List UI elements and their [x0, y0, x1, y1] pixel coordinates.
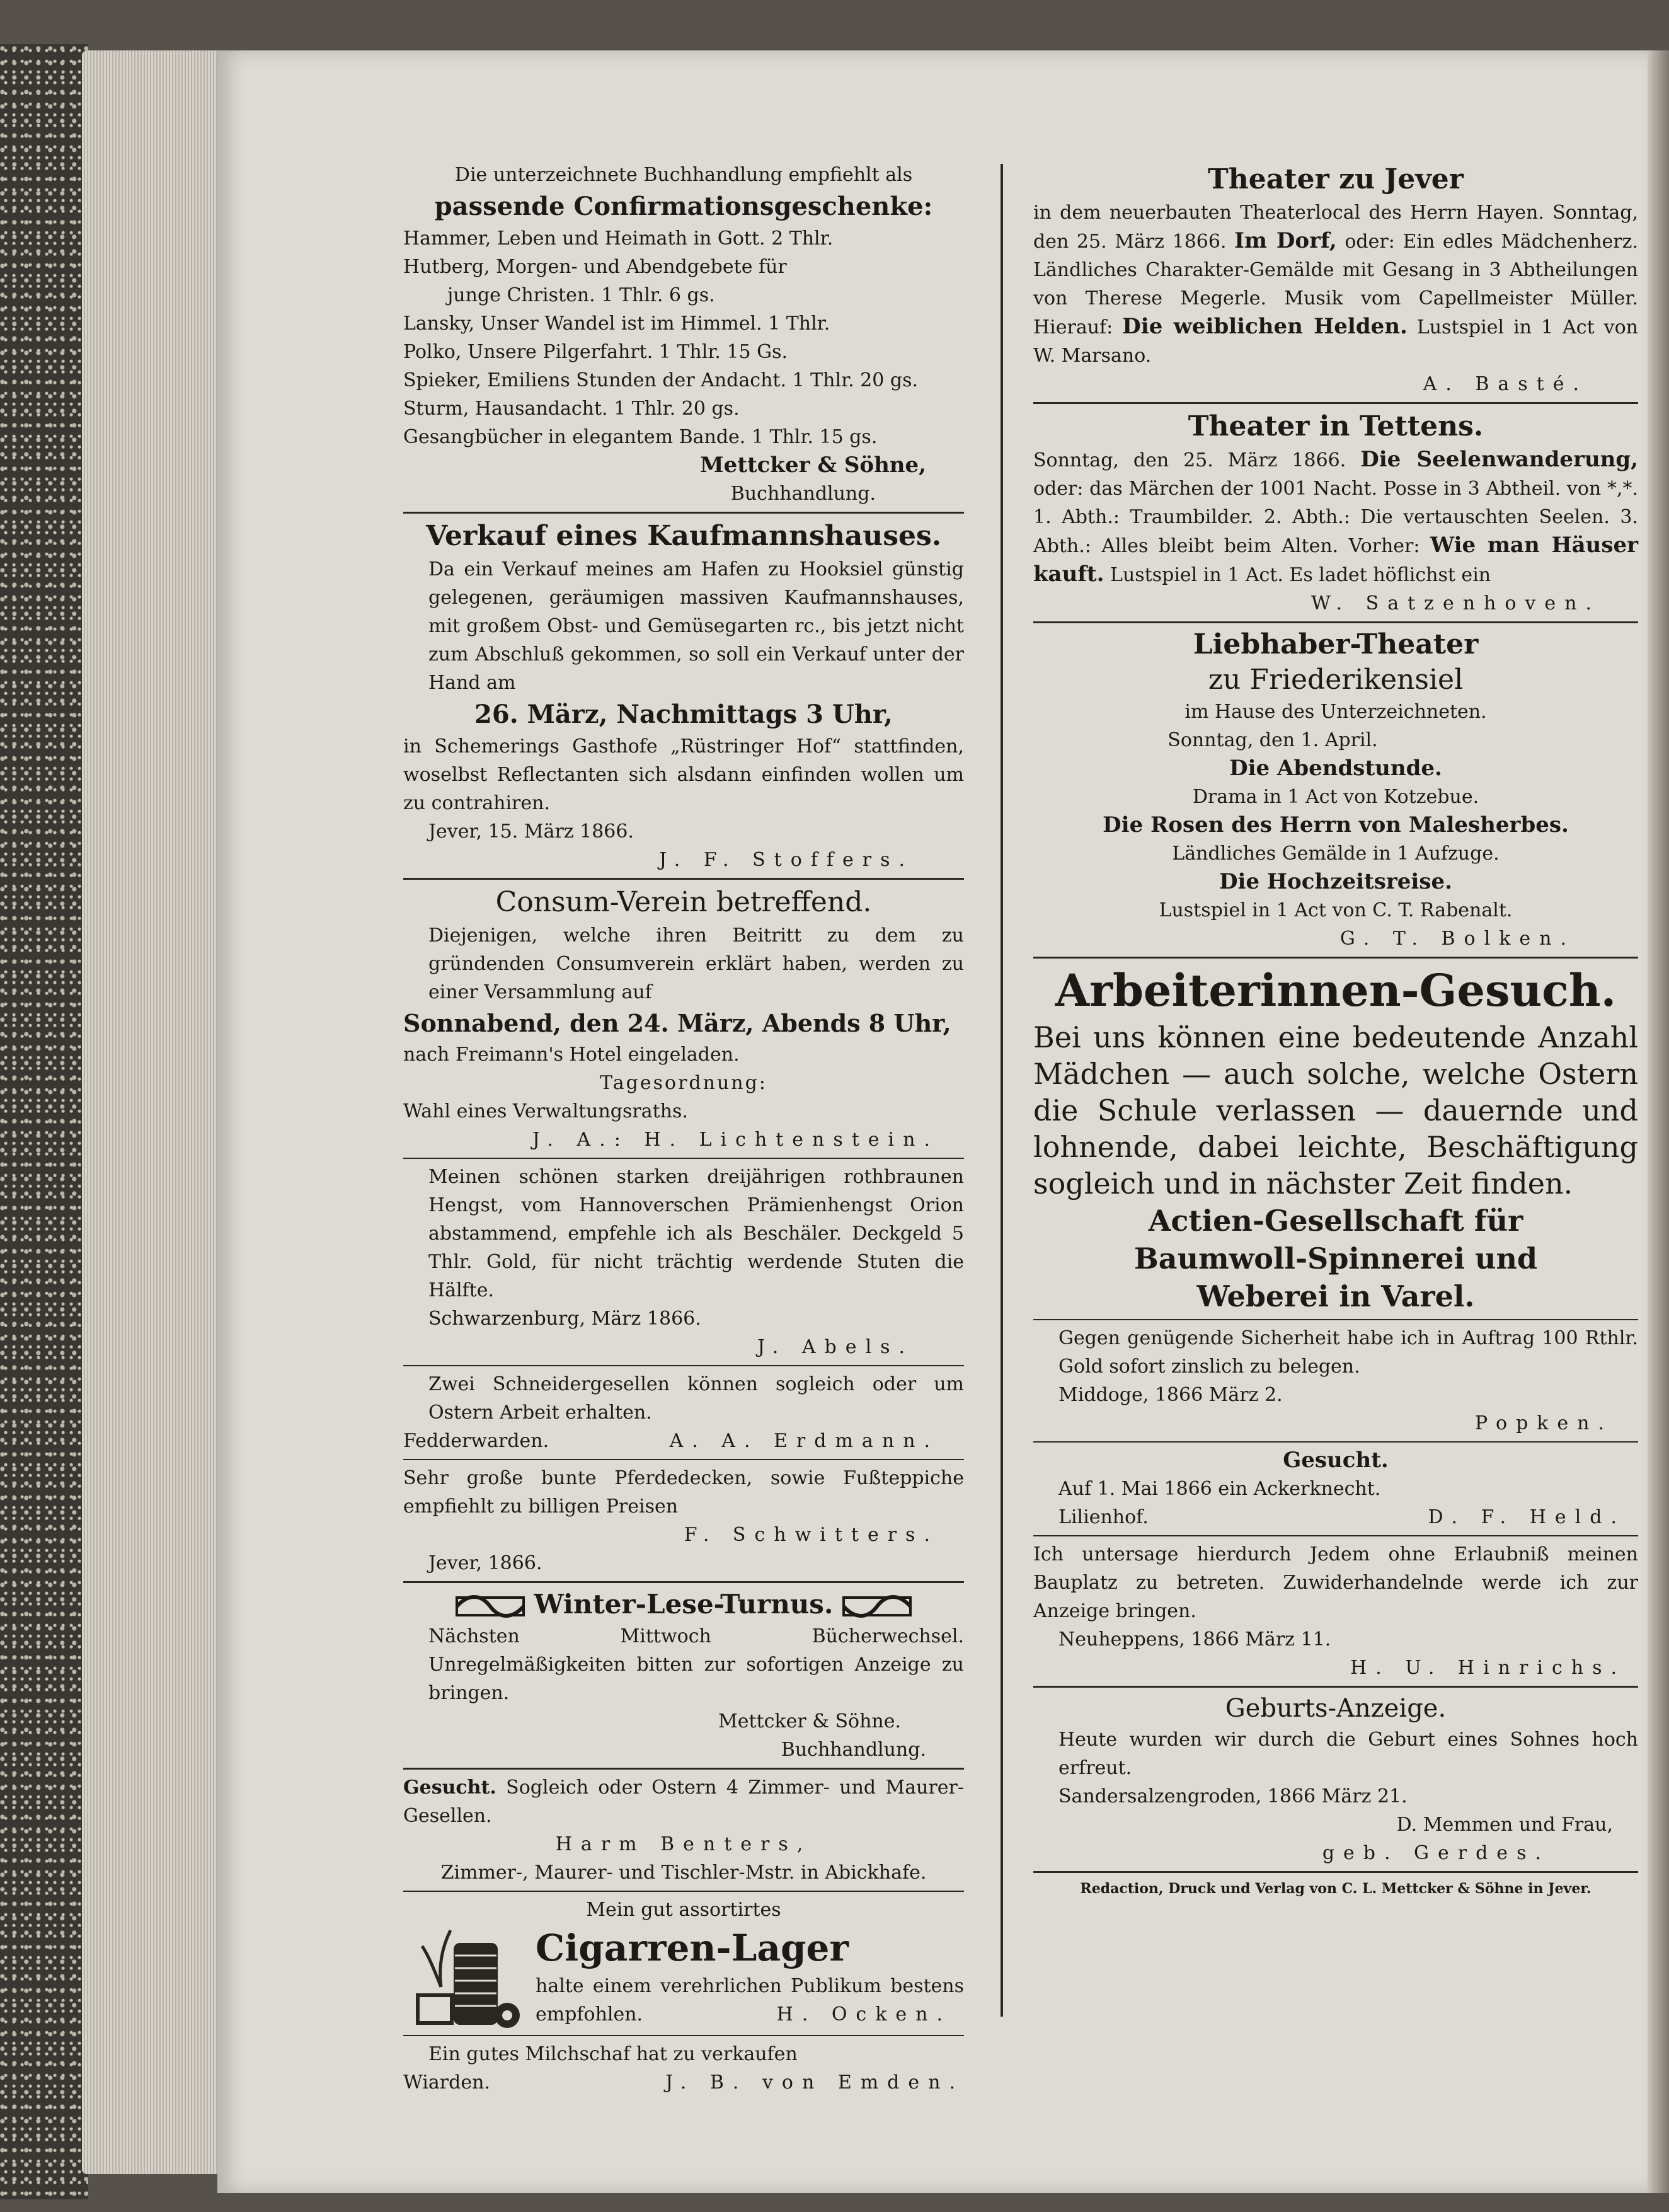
ad-intro: Die unterzeichnete Buchhandlung empfiehlt als — [454, 164, 913, 186]
ad-sign-row — [403, 1427, 964, 1455]
ad-signature: J. F. Stoffers. — [659, 849, 914, 871]
ad-birth-announcement — [1033, 1691, 1638, 1867]
ad-body: Heute wurden wir durch die Geburt eines Sohnes hoch erfreut. — [1058, 1729, 1638, 1779]
ad-separator — [403, 878, 964, 880]
left-ornament-icon — [456, 1593, 525, 1620]
ad-signature: H. U. Hinrichs. — [1350, 1657, 1626, 1679]
ad-separator — [403, 2035, 964, 2036]
ad-body: Nächsten Mittwoch Bücherwechsel. Unregelmäßigkeiten bitten zur sofortigen Anzeige zu bringen. — [428, 1625, 964, 1704]
imprint-footer: Redaction, Druck und Verlag von C. L. Mettcker & Söhne in Jever. — [1080, 1881, 1592, 1897]
ad-separator — [1033, 1319, 1638, 1320]
ad-money-loan — [1033, 1324, 1638, 1437]
ad-signature: Popken. — [1474, 1412, 1613, 1434]
ad-horse-blankets — [403, 1464, 964, 1577]
ad-confirmation-gifts — [403, 161, 964, 508]
ad-headline: Cigarren-Lager — [536, 1927, 849, 1969]
ad-agenda-title: Tagesordnung: — [600, 1072, 767, 1094]
ad-signature: Baumwoll-Spinnerei und — [1133, 1241, 1538, 1276]
ad-headline: Arbeiterinnen-Gesuch. — [1055, 964, 1617, 1017]
ad-journeymen-wanted — [403, 1773, 964, 1887]
ad-play-desc: Lustspiel in 1 Act von C. T. Rabenalt. — [1159, 899, 1513, 921]
book-item: Lansky, Unser Wandel ist im Himmel. 1 Thlr. — [403, 313, 830, 335]
ad-lead: Gesucht. — [403, 1777, 496, 1799]
ad-cigar-text — [536, 1924, 964, 2029]
ad-play-desc: Drama in 1 Act von Kotzebue. — [1192, 786, 1479, 808]
ad-body-text: oder: das Märchen der 1001 Nacht. Posse in 3 Abtheil. von *,*. 1. Abth.: Traumbilder. 2. Abth.: Die vertauschten Seelen. 3. Abth.: Alles bleibt beim Alten. Vorher: — [1033, 478, 1638, 557]
right-ornament-icon — [842, 1593, 912, 1620]
ad-headline: Winter-Lese-Turnus. — [534, 1589, 834, 1620]
book-item: junge Christen. 1 Thlr. 6 gs. — [447, 284, 715, 306]
ad-signature: D. F. Held. — [1428, 1506, 1626, 1528]
ad-reading-circle — [403, 1587, 964, 1764]
ad-headline-place: zu Friederikensiel — [1208, 664, 1464, 696]
ad-consumer-association — [403, 884, 964, 1154]
ad-play-title: Die Rosen des Herrn von Malesherbes. — [1103, 812, 1569, 838]
book-item: Hutberg, Morgen- und Abendgebete für — [403, 256, 787, 278]
book-cover-edge — [0, 44, 88, 2199]
ad-body — [1033, 199, 1638, 370]
ad-sign-row — [1033, 1503, 1638, 1531]
ad-sign-row — [403, 2068, 964, 2097]
ad-cigar-row — [403, 1924, 964, 2031]
left-column — [403, 161, 964, 2121]
ad-place-date: Neuheppens, 1866 März 11. — [1058, 1628, 1331, 1650]
cigar-bundle-icon — [403, 1924, 529, 2031]
ad-play-title: Die Hochzeitsreise. — [1219, 869, 1452, 894]
ad-tailor-apprentices — [403, 1370, 964, 1455]
ad-headline: Gesucht. — [1283, 1448, 1389, 1473]
ad-body: halte einem verehrlichen Publikum bestens empfohlen. — [536, 1975, 964, 2025]
page-stack-edge — [82, 50, 221, 2174]
ad-place-date: Jever, 15. März 1866. — [428, 821, 634, 843]
ad-body: Meinen schönen starken dreijährigen rothbraunen Hengst, vom Hannoverschen Prämienhengst Orion abstammend, empfehle ich als Beschäler. Deckgeld 5 Thlr. Gold, für nicht trächtig werdende Stuten die Hälfte. — [428, 1166, 964, 1301]
ad-line: Sonntag, den 1. April. — [1167, 729, 1378, 751]
ad-headline: passende Confirmationsgeschenke: — [434, 192, 933, 221]
ad-date-line: 26. März, Nachmittags 3 Uhr, — [474, 700, 893, 729]
ad-place-date: Middoge, 1866 März 2. — [1058, 1384, 1283, 1406]
ad-place: Fedderwarden. — [403, 1430, 549, 1452]
ad-signature-sub: Zimmer-, Maurer- und Tischler-Mstr. in Abickhafe. — [440, 1862, 927, 1884]
ad-body-text: oder: Ein edles Mädchenherz. Ländliches Charakter-Gemälde mit Gesang in 3 Abtheilungen von Therese Megerle. Musik vom Capellmeister Müller. Hierauf: — [1033, 231, 1638, 338]
ad-line: im Hause des Unterzeichneten. — [1184, 701, 1487, 723]
ad-dairy-sheep — [403, 2040, 964, 2097]
ad-place: Lilienhof. — [1058, 1506, 1149, 1528]
ad-signature: J. A.: H. Lichtenstein. — [532, 1129, 939, 1151]
ad-body: Sogleich oder Ostern 4 Zimmer- und Maurer-Gesellen. — [403, 1777, 964, 1827]
ad-body: Ein gutes Milchschaf hat zu verkaufen — [428, 2043, 798, 2065]
ad-separator — [403, 1581, 964, 1583]
ad-signature: A. A. Erdmann. — [669, 1430, 939, 1452]
ad-place: Wiarden. — [403, 2071, 490, 2094]
right-column — [1033, 161, 1638, 2121]
ad-headline: Verkauf eines Kaufmannshauses. — [425, 520, 942, 552]
ad-separator — [1033, 1871, 1638, 1873]
book-item: Sturm, Hausandacht. 1 Thlr. 20 gs. — [403, 398, 740, 420]
ad-place-date: Schwarzenburg, März 1866. — [428, 1308, 701, 1330]
book-item: Polko, Unsere Pilgerfahrt. 1 Thlr. 15 Gs. — [403, 341, 788, 363]
ad-signature-sub: Buchhandlung. — [730, 483, 876, 505]
ad-body: Gegen genügende Sicherheit habe ich in Auftrag 100 Rthlr. Gold sofort zinslich zu belegen. — [1058, 1327, 1638, 1378]
ad-signature: F. Schwitters. — [684, 1524, 939, 1546]
ad-separator — [1033, 1441, 1638, 1443]
ad-signature-sub: Buchhandlung. — [781, 1739, 926, 1761]
ad-farmhand-wanted — [1033, 1446, 1638, 1531]
ad-signature: Actien-Gesellschaft für — [1148, 1204, 1523, 1238]
ad-separator — [1033, 402, 1638, 404]
ad-agenda-item: Wahl eines Verwaltungsraths. — [403, 1100, 688, 1122]
ad-play-title: Im Dorf, — [1234, 228, 1337, 253]
page-right-shadow — [1648, 50, 1669, 2193]
ad-headline-row — [403, 1587, 964, 1622]
ad-separator — [1033, 1535, 1638, 1536]
book-item: Hammer, Leben und Heimath in Gott. 2 Thlr. — [403, 228, 834, 250]
ad-headline: Theater in Tettens. — [1188, 410, 1484, 442]
ad-signature: A. Basté. — [1423, 373, 1588, 395]
ad-body: Da ein Verkauf meines am Hafen zu Hooksiel günstig gelegenen, geräumigen massiven Kaufmannshauses, mit großem Obst- und Gemüsegarten rc., bis jetzt nicht zum Abschluß gekommen, so soll ein Verkauf unter der Hand am — [428, 558, 964, 694]
ad-body-text: Lustspiel in 1 Act. Es ladet höflichst ein — [1110, 564, 1491, 586]
ad-female-workers-wanted — [1033, 962, 1638, 1315]
ad-signature: Weberei in Varel. — [1196, 1279, 1475, 1313]
ad-separator — [1033, 621, 1638, 623]
ad-separator — [403, 1459, 964, 1460]
ad-signature: H. Ocken. — [776, 2003, 951, 2025]
ad-separator — [403, 512, 964, 514]
ad-play-desc: Ländliches Gemälde in 1 Aufzuge. — [1172, 843, 1500, 865]
ad-play-title: Wie man Häuser kauft. — [1033, 533, 1639, 587]
ad-body: Bei uns können eine bedeutende Anzahl Mädchen — auch solche, welche Ostern die Schule verlassen — dauernde und lohnende, dabei leichte, Beschäftigung sogleich und in nächster Zeit finden. — [1033, 1020, 1638, 1201]
ad-date-line: Sonnabend, den 24. März, Abends 8 Uhr, — [403, 1009, 951, 1037]
ad-cigar-store — [403, 1896, 964, 2031]
ad-place-date: Sandersalzengroden, 1866 März 21. — [1058, 1785, 1408, 1807]
ad-body — [1033, 446, 1638, 589]
ad-body: Sehr große bunte Pferdedecken, sowie Fußteppiche empfiehlt zu billigen Preisen — [403, 1467, 964, 1518]
ad-separator — [1033, 957, 1638, 959]
ad-intro: Mein gut assortirtes — [586, 1899, 781, 1921]
ad-signature: W. Satzenhoven. — [1311, 592, 1600, 614]
column-divider — [1001, 164, 1003, 2017]
ad-no-trespassing — [1033, 1540, 1638, 1682]
ad-theater-jever — [1033, 161, 1638, 398]
ad-separator — [403, 1365, 964, 1366]
ad-play-title: Die Seelenwanderung, — [1360, 447, 1638, 472]
ad-signature-sub: geb. Gerdes. — [1322, 1842, 1550, 1864]
ad-body: Auf 1. Mai 1866 ein Ackerknecht. — [1058, 1478, 1381, 1500]
ad-body-text: Sonntag, den 25. März 1866. — [1033, 449, 1346, 471]
ad-stallion — [403, 1163, 964, 1361]
ad-signature: Mettcker & Söhne, — [700, 452, 926, 478]
ad-body: Ich untersage hierdurch Jedem ohne Erlaubniß meinen Bauplatz zu betreten. Zuwiderhandelnde werde ich zur Anzeige bringen. — [1033, 1543, 1638, 1622]
ad-separator — [1033, 1686, 1638, 1688]
ad-play-title: Die Abendstunde. — [1229, 756, 1442, 781]
ad-body-continued: nach Freimann's Hotel eingeladen. — [403, 1044, 740, 1066]
ad-headline: Geburts-Anzeige. — [1225, 1694, 1447, 1723]
ad-signature: J. B. von Emden. — [665, 2071, 964, 2094]
ad-headline: Consum-Verein betreffend. — [495, 886, 872, 918]
ad-body-text: Lustspiel in 1 Act von W. Marsano. — [1033, 316, 1638, 367]
ad-theater-tettens — [1033, 408, 1638, 618]
ad-signature: G. T. Bolken. — [1339, 928, 1575, 950]
ad-place-date: Jever, 1866. — [428, 1552, 542, 1574]
ad-signature: J. Abels. — [757, 1336, 914, 1358]
ad-body-row — [403, 1773, 964, 1830]
ad-play-title: Die weiblichen Helden. — [1122, 314, 1408, 339]
book-item: Gesangbücher in elegantem Bande. 1 Thlr. 15 gs. — [403, 426, 878, 448]
ad-signature: Mettcker & Söhne. — [718, 1710, 901, 1732]
ad-headline: Theater zu Jever — [1208, 163, 1464, 195]
ad-headline: Liebhaber-Theater — [1193, 628, 1479, 660]
ad-body: Diejenigen, welche ihren Beitritt zu dem zu gründenden Consumverein erklärt haben, werden zu einer Versammlung auf — [428, 925, 964, 1003]
ad-separator — [403, 1891, 964, 1892]
ad-body-continued: in Schemerings Gasthofe „Rüstringer Hof“ stattfinden, woselbst Reflectanten sich alsdann einfinden wollen um zu contrahiren. — [403, 735, 964, 814]
ad-body: Zwei Schneidergesellen können sogleich oder um Ostern Arbeit erhalten. — [428, 1373, 964, 1424]
book-item: Spieker, Emiliens Stunden der Andacht. 1 Thlr. 20 gs. — [403, 369, 919, 391]
ad-separator — [403, 1768, 964, 1770]
ad-separator — [403, 1158, 964, 1159]
ad-body-text: in dem neuerbauten Theaterlocal des Herrn Hayen. Sonntag, den 25. März 1866. — [1033, 202, 1638, 253]
ad-house-sale — [403, 517, 964, 874]
ad-signature: Harm Benters, — [555, 1833, 812, 1855]
ad-signature: D. Memmen und Frau, — [1396, 1814, 1613, 1836]
ad-amateur-theater — [1033, 627, 1638, 953]
